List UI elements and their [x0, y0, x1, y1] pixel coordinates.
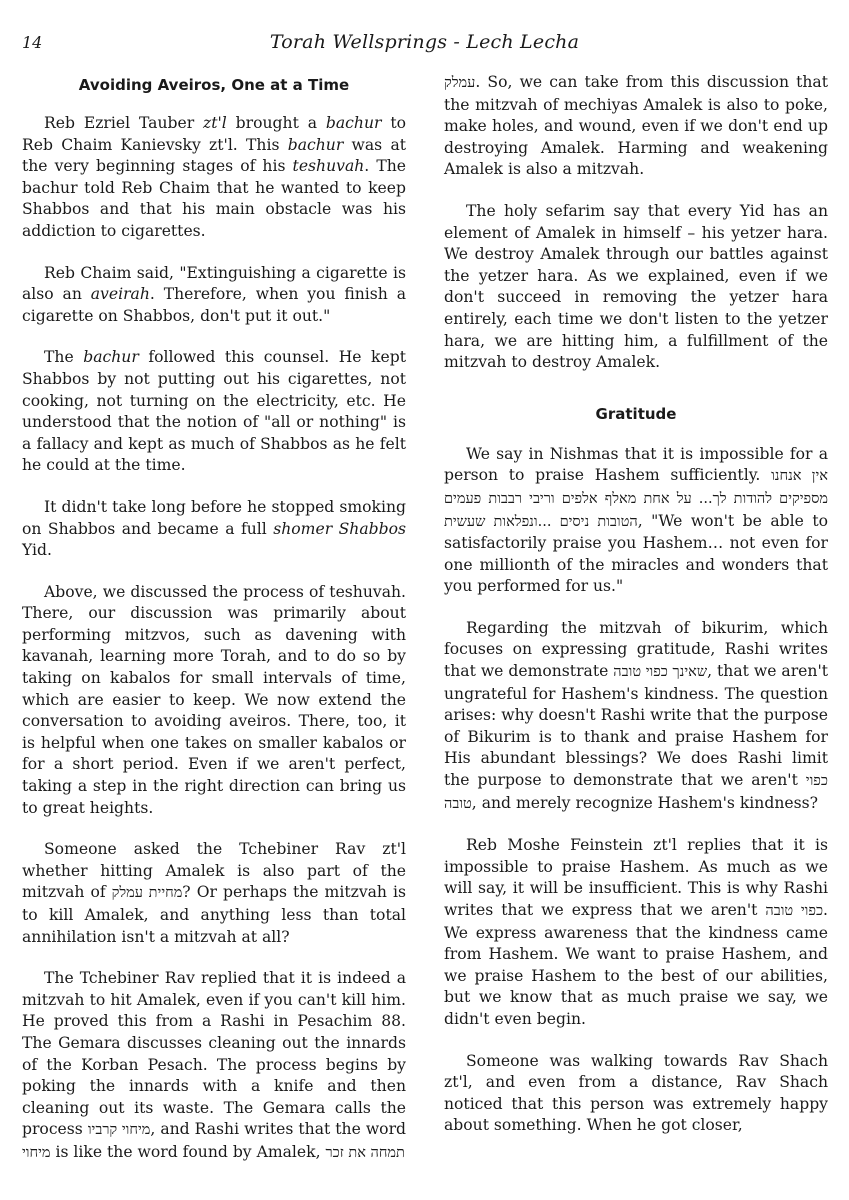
hebrew-text: עמלק: [444, 75, 476, 91]
hebrew-text: מחיית עמלק: [111, 885, 183, 902]
right-column: [444, 72, 828, 1157]
paragraph: Regarding the mitzvah of bikurim, which focuses on expressing gratitude, Rashi writes that we demonstrate שאינך כפוי טובה, that we aren't ungrateful for Hashem's kindness. The question arises: why doesn't Rashi write that the purpose of Bikurim is to thank and praise Hashem for His abundant blessings? We does Rashi limit the purpose to demonstrate that we aren't כפוי טובה, and merely recognize Hashem's kindness?: [444, 618, 828, 812]
section-heading-avoiding-aveiros: Avoiding Aveiros, One at a Time: [78, 76, 350, 94]
running-title: Torah Wellsprings - Lech Lecha: [269, 31, 580, 53]
paragraph: We say in Nishmas that it is impossible for a person to praise Hashem sufficiently. אין אנחנו מספיקים להודות לך... על אחת מאלף אלפים וריבי רבבות פעמים הטובות ניסים ...ונפלאות שעשית, "We won't be able to satisfactorily praise you Hashem… not even for one millionth of the miracles and wonders that you performed for us.": [444, 444, 829, 596]
paragraph: Reb Ezriel Tauber zt'l brought a bachur to Reb Chaim Kanievsky zt'l. This bachur was at the very beginning stages of his teshuvah. The bachur told Reb Chaim that he wanted to keep Shabbos and that his main obstacle was his addiction to cigarettes.: [22, 114, 407, 240]
paragraph: It didn't take long before he stopped smoking on Shabbos and became a full shomer Shabbos Yid.: [22, 497, 406, 560]
hebrew-text: כפוי טובה: [765, 903, 824, 919]
paragraph: The holy sefarim say that every Yid has an element of Amalek in himself – his yetzer hara. We destroy Amalek through our battles against the yetzer hara. As we explained, even if we don't succeed in removing the yetzer hara entirely, each time we don't listen to the yetzer hara, we are hitting him, a fulfillment of the mitzvah to destroy Amalek.: [444, 201, 828, 372]
hebrew-text: מיחוי קרביו: [87, 1122, 151, 1139]
paragraph: Reb Moshe Feinstein zt'l replies that it is impossible to praise Hashem. As much as we will say, it will be insufficient. This is why Rashi writes that we express that we aren't כפוי טובה. We express awareness that the kindness came from Hashem. We want to praise Hashem, and we praise Hashem to the best of our abilities, but we know that as much praise we say, we didn't even begin.: [444, 836, 828, 1028]
hebrew-text: כפוי טובה: [444, 773, 828, 812]
hebrew-text: תמחה את זכר: [325, 1144, 405, 1161]
paragraph: Above, we discussed the process of teshuvah. There, our discussion was primarily about performing mitzvos, such as davening with kavanah, learning more Torah, and to do so by taking on kabalos for small intervals of time, which are easier to keep. We now extend the conversation to avoiding aveiros. There, too, it is helpful when one takes on smaller kabalos or for a short period. Even if we aren't perfect, taking a step in the right direction can bring us to great heights.: [22, 582, 406, 817]
hebrew-text: מיחוי: [22, 1144, 51, 1161]
paragraph: Someone asked the Tchebiner Rav zt'l whether hitting Amalek is also part of the mitzvah of מחיית עמלק? Or perhaps the mitzvah is to kill Amalek, and anything less than total annihilation isn't a mitzvah at all?: [22, 840, 406, 946]
paragraph: The bachur followed this counsel. He kept Shabbos by not putting out his cigarettes, not cooking, not turning on the electricity, etc. He understood that the notion of "all or nothing" is a fallacy and kept as much of Shabbos as he felt he could at the time.: [22, 348, 406, 475]
paragraph: The Tchebiner Rav replied that it is indeed a mitzvah to hit Amalek, even if you can't kill him. He proved this from a Rashi in Pesachim 88. The Gemara discusses cleaning out the innards of the Korban Pesach. The process begins by poking the innards with a knife and then cleaning out its waste. The Gemara calls the process מיחוי קרביו, and Rashi writes that the word מיחוי is like the word found by Amalek, תמחה את זכר: [22, 969, 407, 1161]
hebrew-text: שאינך כפוי טובה: [613, 664, 708, 681]
hebrew-text: אין אנחנו מספיקים להודות לך... על אחת מאלף אלפים וריבי רבבות פעמים הטובות ניסים ...ונפלאות שעשית: [444, 468, 829, 530]
paragraph: Someone was walking towards Rav Shach zt'l, and even from a distance, Rav Shach noticed that this person was extremely happy about something. When he got closer,: [444, 1051, 828, 1135]
paragraph: עמלק. So, we can take from this discussion that the mitzvah of mechiyas Amalek is also to poke, make holes, and wound, even if we don't end up destroying Amalek. Harming and weakening Amalek is also a mitzvah.: [444, 73, 828, 179]
section-heading-gratitude: Gratitude: [595, 404, 677, 423]
paragraph: Reb Chaim said, "Extinguishing a cigarette is also an aveirah. Therefore, when you finish a cigarette on Shabbos, don't put it out.": [22, 263, 406, 325]
page-number: 14: [22, 33, 43, 52]
left-column: [22, 72, 406, 1185]
